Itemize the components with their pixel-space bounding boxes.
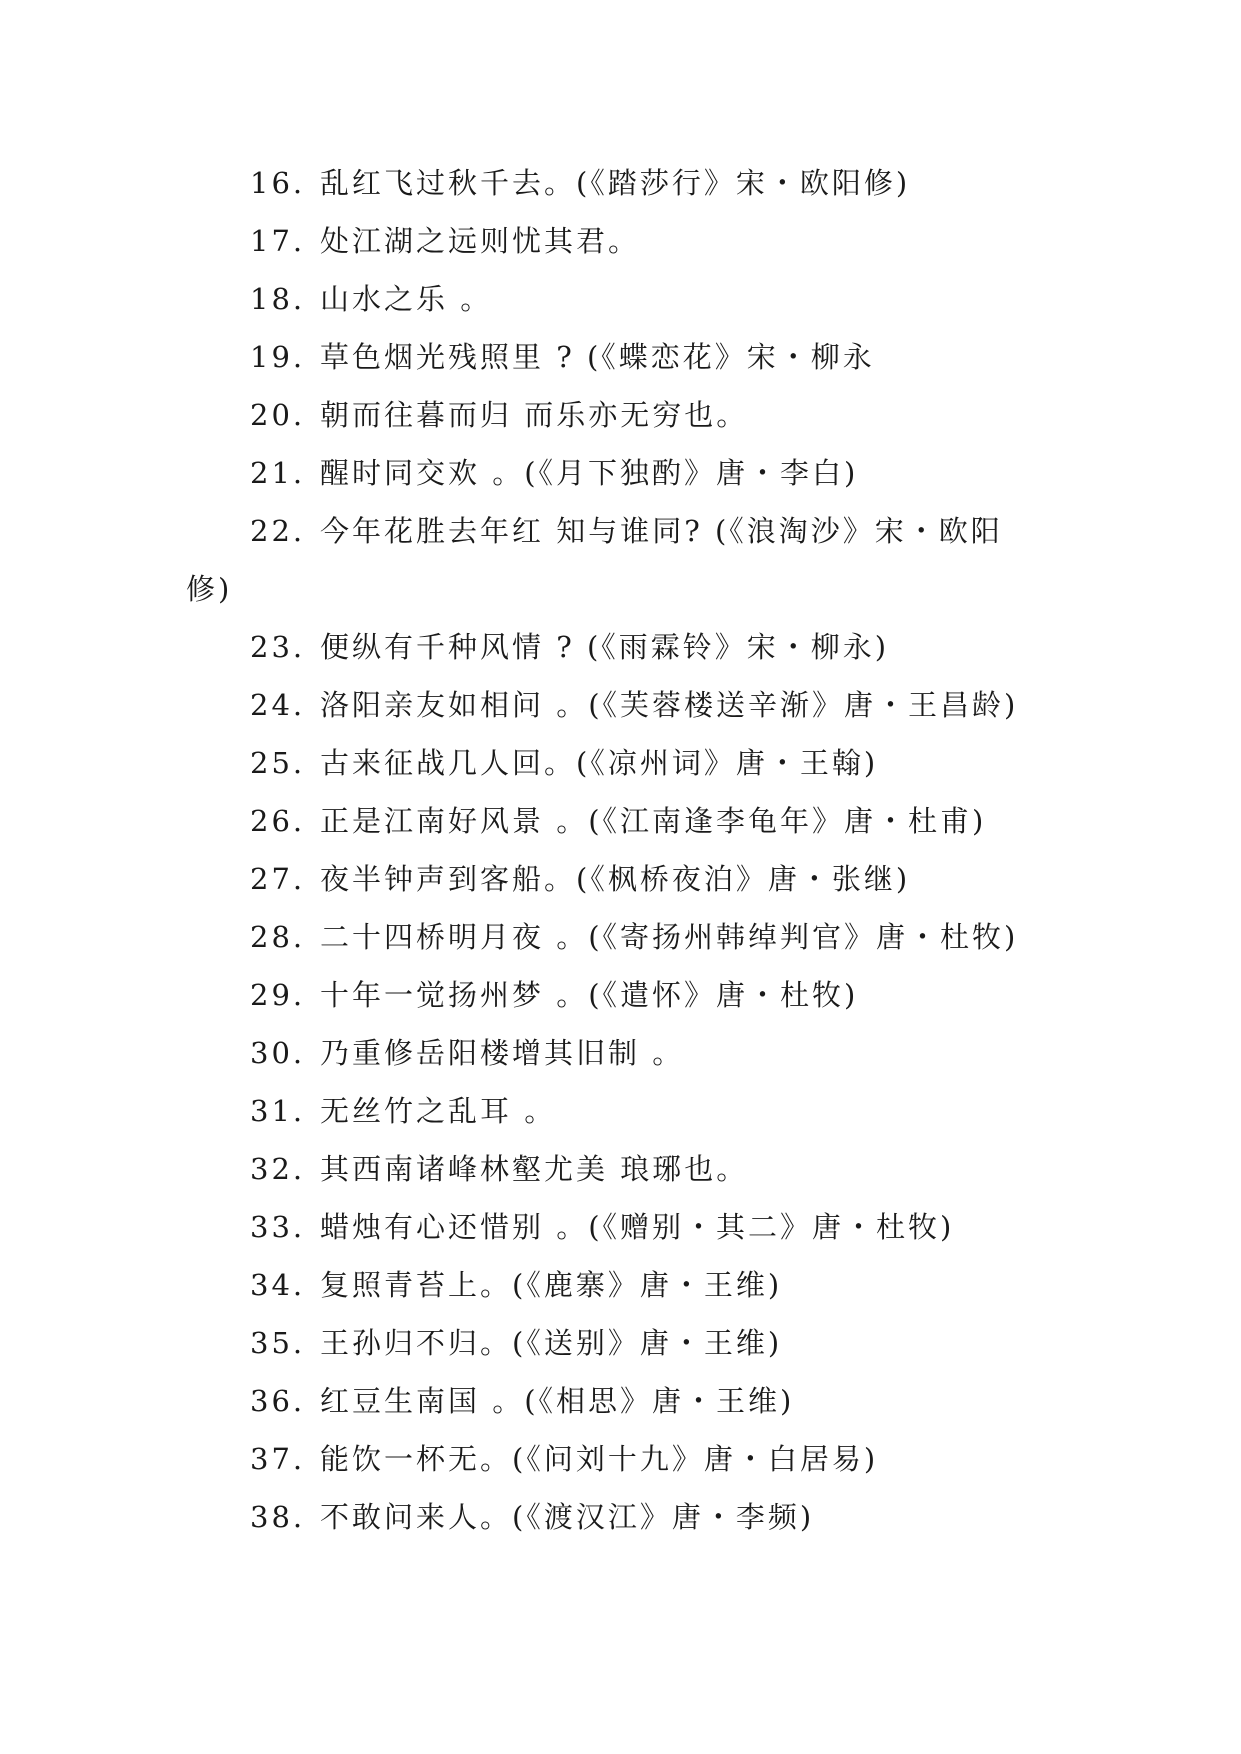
item-number: 34. [250,1268,306,1302]
item-number: 19. [250,340,306,374]
item-text: 夜半钟声到客船。(《枫桥夜泊》唐・张继) [320,862,911,896]
list-item [0,1488,1241,1546]
list-item [0,270,1241,328]
item-number: 16. [250,166,306,200]
item-text: 正是江南好风景 。(《江南逢李龟年》唐・杜甫) [320,804,987,838]
list-item [0,1314,1241,1372]
list-item [0,1082,1241,1140]
list-item [0,908,1241,966]
item-text-continuation: 修) [186,572,233,606]
item-number: 20. [250,398,306,432]
list-item [0,792,1241,850]
item-text: 十年一觉扬州梦 。(《遣怀》唐・杜牧) [320,978,859,1012]
item-number: 27. [250,862,306,896]
item-text: 醒时同交欢 。(《月下独酌》唐・李白) [320,456,859,490]
list-item [0,1430,1241,1488]
list-item [0,212,1241,270]
list-item [0,1140,1241,1198]
item-text: 古来征战几人回。(《凉州词》唐・王翰) [320,746,879,780]
item-text: 复照青苔上。(《鹿寨》唐・王维) [320,1268,783,1302]
item-number: 31. [250,1094,306,1128]
item-number: 17. [250,224,306,258]
item-number: 21. [250,456,306,490]
item-text: 朝而往暮而归 而乐亦无穷也。 [320,398,749,432]
item-text: 无丝竹之乱耳 。 [320,1094,557,1128]
item-number: 23. [250,630,306,664]
item-number: 18. [250,282,306,316]
list-item [0,502,1241,560]
list-item [0,386,1241,444]
list-item [0,966,1241,1024]
item-text: 乃重修岳阳楼增其旧制 。 [320,1036,685,1070]
list-item [0,154,1241,212]
item-number: 29. [250,978,306,1012]
item-number: 25. [250,746,306,780]
item-text: 便纵有千种风情 ? (《雨霖铃》宋・柳永) [320,630,890,664]
item-number: 33. [250,1210,306,1244]
item-text: 二十四桥明月夜 。(《寄扬州韩绰判官》唐・杜牧) [320,920,1019,954]
list-item [0,1372,1241,1430]
list-item [0,1198,1241,1256]
list-item [0,850,1241,908]
item-text: 乱红飞过秋千去。(《踏莎行》宋・欧阳修) [320,166,911,200]
item-text: 蜡烛有心还惜别 。(《赠别・其二》唐・杜牧) [320,1210,955,1244]
list-item [0,618,1241,676]
item-text: 山水之乐 。 [320,282,493,316]
item-number: 32. [250,1152,306,1186]
list-item [0,734,1241,792]
item-text: 不敢问来人。(《渡汉江》唐・李频) [320,1500,815,1534]
item-number: 26. [250,804,306,838]
list-item [0,676,1241,734]
item-number: 30. [250,1036,306,1070]
item-text: 今年花胜去年红 知与谁同? (《浪淘沙》宋・欧阳 [320,514,1003,548]
item-text: 能饮一杯无。(《问刘十九》唐・白居易) [320,1442,879,1476]
list-item [0,444,1241,502]
item-number: 35. [250,1326,306,1360]
item-text: 其西南诸峰林壑尤美 琅琊也。 [320,1152,749,1186]
list-item [0,328,1241,386]
item-number: 24. [250,688,306,722]
exercise-list [0,154,1241,1546]
list-item-continuation [0,560,1241,618]
item-text: 红豆生南国 。(《相思》唐・王维) [320,1384,795,1418]
item-number: 37. [250,1442,306,1476]
item-number: 38. [250,1500,306,1534]
item-text: 处江湖之远则忧其君。 [320,224,641,258]
list-item [0,1256,1241,1314]
item-text: 王孙归不归。(《送别》唐・王维) [320,1326,783,1360]
list-item [0,1024,1241,1082]
item-text: 洛阳亲友如相问 。(《芙蓉楼送辛渐》唐・王昌龄) [320,688,1019,722]
item-number: 28. [250,920,306,954]
item-text: 草色烟光残照里 ? (《蝶恋花》宋・柳永 [320,340,875,374]
item-number: 22. [250,514,306,548]
item-number: 36. [250,1384,306,1418]
